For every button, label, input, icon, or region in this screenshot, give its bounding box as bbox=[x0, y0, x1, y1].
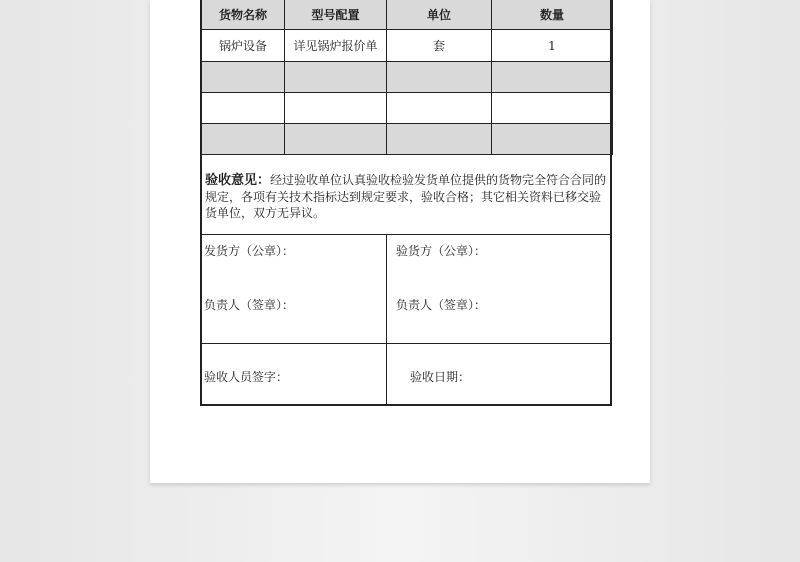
inspector-signature-label: 验收人员签字： bbox=[204, 370, 289, 384]
table-header-cell: 数量 bbox=[491, 0, 613, 30]
table-cell: 锅炉设备 bbox=[201, 29, 285, 62]
table-cell bbox=[491, 92, 613, 124]
shipper-person-label: 负责人（签章）： bbox=[204, 298, 295, 312]
inspection-date-label: 验收日期： bbox=[410, 370, 471, 384]
table-cell bbox=[284, 92, 387, 124]
table-cell: 详见锅炉报价单 bbox=[284, 29, 387, 62]
table-cell bbox=[201, 61, 285, 93]
table-cell: 套 bbox=[386, 29, 492, 62]
table-header-cell: 型号配置 bbox=[284, 0, 387, 30]
table-cell bbox=[284, 123, 387, 155]
table-cell bbox=[491, 61, 613, 93]
table-cell bbox=[284, 61, 387, 93]
opinion-label: 验收意见： bbox=[205, 173, 271, 188]
table-cell bbox=[201, 123, 285, 155]
table-cell: 1 bbox=[491, 29, 613, 62]
table-header-cell: 货物名称 bbox=[201, 0, 285, 30]
table-cell bbox=[386, 92, 492, 124]
table-header-cell: 单位 bbox=[386, 0, 492, 30]
receiver-person-label: 负责人（签章）： bbox=[396, 298, 487, 312]
receiver-seal-label: 验货方（公章）： bbox=[396, 244, 487, 258]
table-cell bbox=[491, 123, 613, 155]
acceptance-opinion bbox=[205, 172, 607, 221]
shipper-seal-label: 发货方（公章）： bbox=[204, 244, 295, 258]
table-cell bbox=[201, 92, 285, 124]
table-cell bbox=[386, 61, 492, 93]
table-cell bbox=[386, 123, 492, 155]
opinion-text: 经过验收单位认真验收检验发货单位提供的货物完全符合合同的规定，各项有关技术指标达到规定要求，验收合格；其它相关资料已移交验货单位，双方无异议。 bbox=[205, 173, 607, 220]
